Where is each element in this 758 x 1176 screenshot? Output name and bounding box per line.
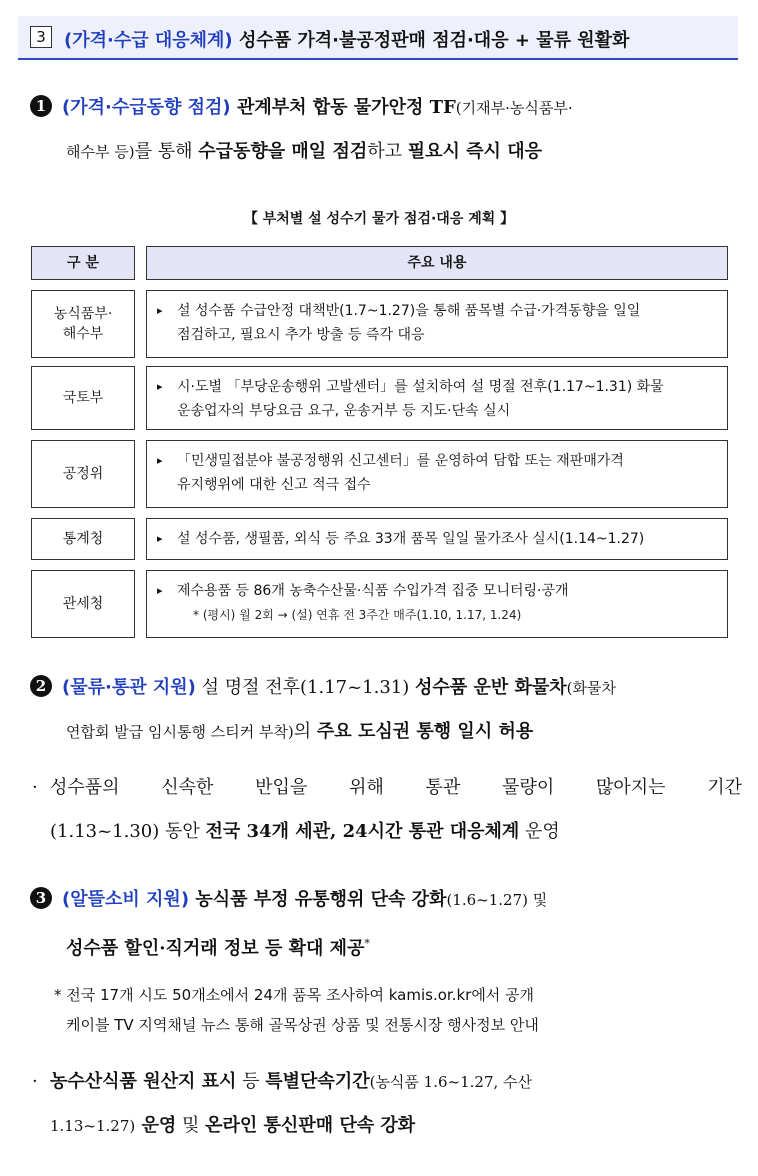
table-row-content: [146, 290, 728, 358]
dot-item-2-bold-3: 운영: [135, 1115, 177, 1136]
item-1-small-2: 해수부 등): [66, 143, 135, 161]
table-row-category: [31, 518, 135, 560]
content-line: 유지행위에 대한 신고 적극 접수: [177, 477, 371, 493]
item-1-bold-2: 수급동향을 매일 점검: [198, 141, 368, 162]
footnote: [54, 980, 744, 1040]
dot-item-2-bold-4: 온라인 통신판매 단속 강화: [205, 1115, 416, 1136]
content-line: 「민생밀접분야 불공정행위 신고센터」를 운영하여 담합 또는 재판매가격: [177, 453, 624, 469]
item-1-text: 를 통해: [134, 141, 199, 162]
table-row-category: [31, 366, 135, 430]
dot-item-2: [32, 1060, 742, 1148]
item-3: [30, 878, 742, 971]
dot-item-1: [32, 766, 742, 854]
footnote-line-1: * 전국 17개 시도 50개소에서 24개 품목 조사하여 kamis.or.kr에서 공개: [54, 986, 535, 1004]
item-3-text: (1.6~1.27) 및: [446, 891, 548, 909]
item-2-small: (화물차: [566, 679, 616, 697]
item-2-text-2: 의: [293, 721, 317, 742]
item-2-text: 설 명절 전후(1.17~1.31): [195, 677, 416, 698]
section-title-text: 성수품 가격·불공정판매 점검·대응 + 물류 원활화: [232, 30, 630, 51]
category-label: 국토부: [62, 390, 104, 406]
triangle-bullet-icon: ▸: [157, 584, 163, 597]
table-title: 【 부처별 설 성수기 물가 점검·대응 계획 】: [243, 211, 515, 227]
dot-item-2-bold-2: 특별단속기간: [265, 1071, 370, 1092]
dot-bullet: ·: [32, 1071, 38, 1092]
item-2-tag: (물류·통관 지원): [62, 677, 196, 698]
item-3-marker: 3: [30, 887, 52, 909]
item-1-bold: 관계부처 합동 물가안정 TF: [230, 97, 456, 118]
content-line: 시·도별 「부당운송행위 고발센터」를 설치하여 설 명절 전후(1.17~1.31) 화물: [177, 379, 664, 395]
dot-item-1-bold: 전국 34개 세관, 24시간 통관 대응체계: [205, 821, 520, 842]
category-label: 관세청: [62, 596, 104, 612]
triangle-bullet-icon: ▸: [157, 380, 163, 393]
content-line: 운송업자의 부당요금 요구, 운송거부 등 지도·단속 실시: [177, 403, 511, 419]
item-1-marker: 1: [30, 95, 52, 117]
table-row-content: [146, 440, 728, 508]
item-2-bold: 성수품 운반 화물차: [415, 677, 567, 698]
dot-item-1-text: (1.13~1.30) 동안: [50, 821, 206, 842]
category-label: 공정위: [62, 466, 104, 482]
item-2-bold-2: 주요 도심권 통행 일시 허용: [316, 721, 534, 742]
item-2-marker: 2: [30, 675, 52, 697]
item-1-bold-3: 필요시 즉시 대응: [407, 141, 542, 162]
dot-item-2-bold: 농수산식품 원산지 표시: [50, 1071, 237, 1092]
item-1-small: (기재부·농식품부·: [455, 99, 573, 117]
content-line: 설 성수품, 생필품, 외식 등 주요 33개 품목 일일 물가조사 실시(1.14~1.27): [177, 531, 645, 547]
section-header: [18, 16, 738, 60]
dot-item-2-text: 등: [236, 1071, 266, 1092]
triangle-bullet-icon: ▸: [157, 304, 163, 317]
dot-item-2-small-2: 1.13~1.27): [50, 1117, 136, 1135]
dot-item-1-end: 운영: [519, 821, 560, 842]
category-label: 통계청: [62, 531, 104, 547]
item-3-footnote-mark: *: [364, 937, 370, 950]
table-row-category: [31, 440, 135, 508]
item-1-tag: (가격·수급동향 점검): [62, 97, 231, 118]
section-number: 3: [30, 26, 52, 48]
triangle-bullet-icon: ▸: [157, 454, 163, 467]
content-line: 점검하고, 필요시 추가 방출 등 즉각 대응: [177, 327, 425, 343]
triangle-bullet-icon: ▸: [157, 532, 163, 545]
table-row-content: [146, 570, 728, 638]
item-3-tag: (알뜰소비 지원): [62, 889, 190, 910]
dot-item-2-small: (농식품 1.6~1.27, 수산: [369, 1073, 533, 1091]
table-header-content: 주요 내용: [146, 246, 728, 280]
section-title-tag: (가격·수급 대응체계): [64, 30, 233, 51]
item-3-bold: 농식품 부정 유통행위 단속 강화: [189, 889, 447, 910]
dot-bullet: ·: [32, 777, 38, 798]
item-1: [30, 86, 742, 174]
item-2: [30, 666, 742, 754]
dot-item-1-line-1: 성수품의 신속한 반입을 위해 통관 물량이 많아지는 기간: [50, 777, 742, 798]
item-2-small-2: 연합회 발급 임시통행 스티커 부착): [66, 723, 294, 741]
table-row-category: [31, 290, 135, 358]
dot-item-2-text-2: 및: [176, 1115, 206, 1136]
item-1-text-2: 하고: [367, 141, 408, 162]
table-row-content: [146, 366, 728, 430]
footnote-line-2: 케이블 TV 지역채널 뉴스 통해 골목상권 상품 및 전통시장 행사정보 안내: [66, 1016, 539, 1034]
category-label: 농식품부· 해수부: [53, 306, 113, 342]
content-line: 제수용품 등 86개 농축수산물·식품 수입가격 집중 모니터링·공개: [177, 583, 569, 599]
content-line: 설 성수품 수급안정 대책반(1.7~1.27)을 통해 품목별 수급·가격동향을 일일: [177, 303, 641, 319]
table-row-content: [146, 518, 728, 560]
table-header-category: 구 분: [31, 246, 135, 280]
section-title: [64, 26, 629, 52]
table-row-category: [31, 570, 135, 638]
content-note: * (평시) 월 2회 → (설) 연휴 전 3주간 매주(1.10, 1.17, 1.24): [193, 608, 522, 622]
item-3-bold-2: 성수품 할인·직거래 정보 등 확대 제공: [66, 938, 365, 959]
